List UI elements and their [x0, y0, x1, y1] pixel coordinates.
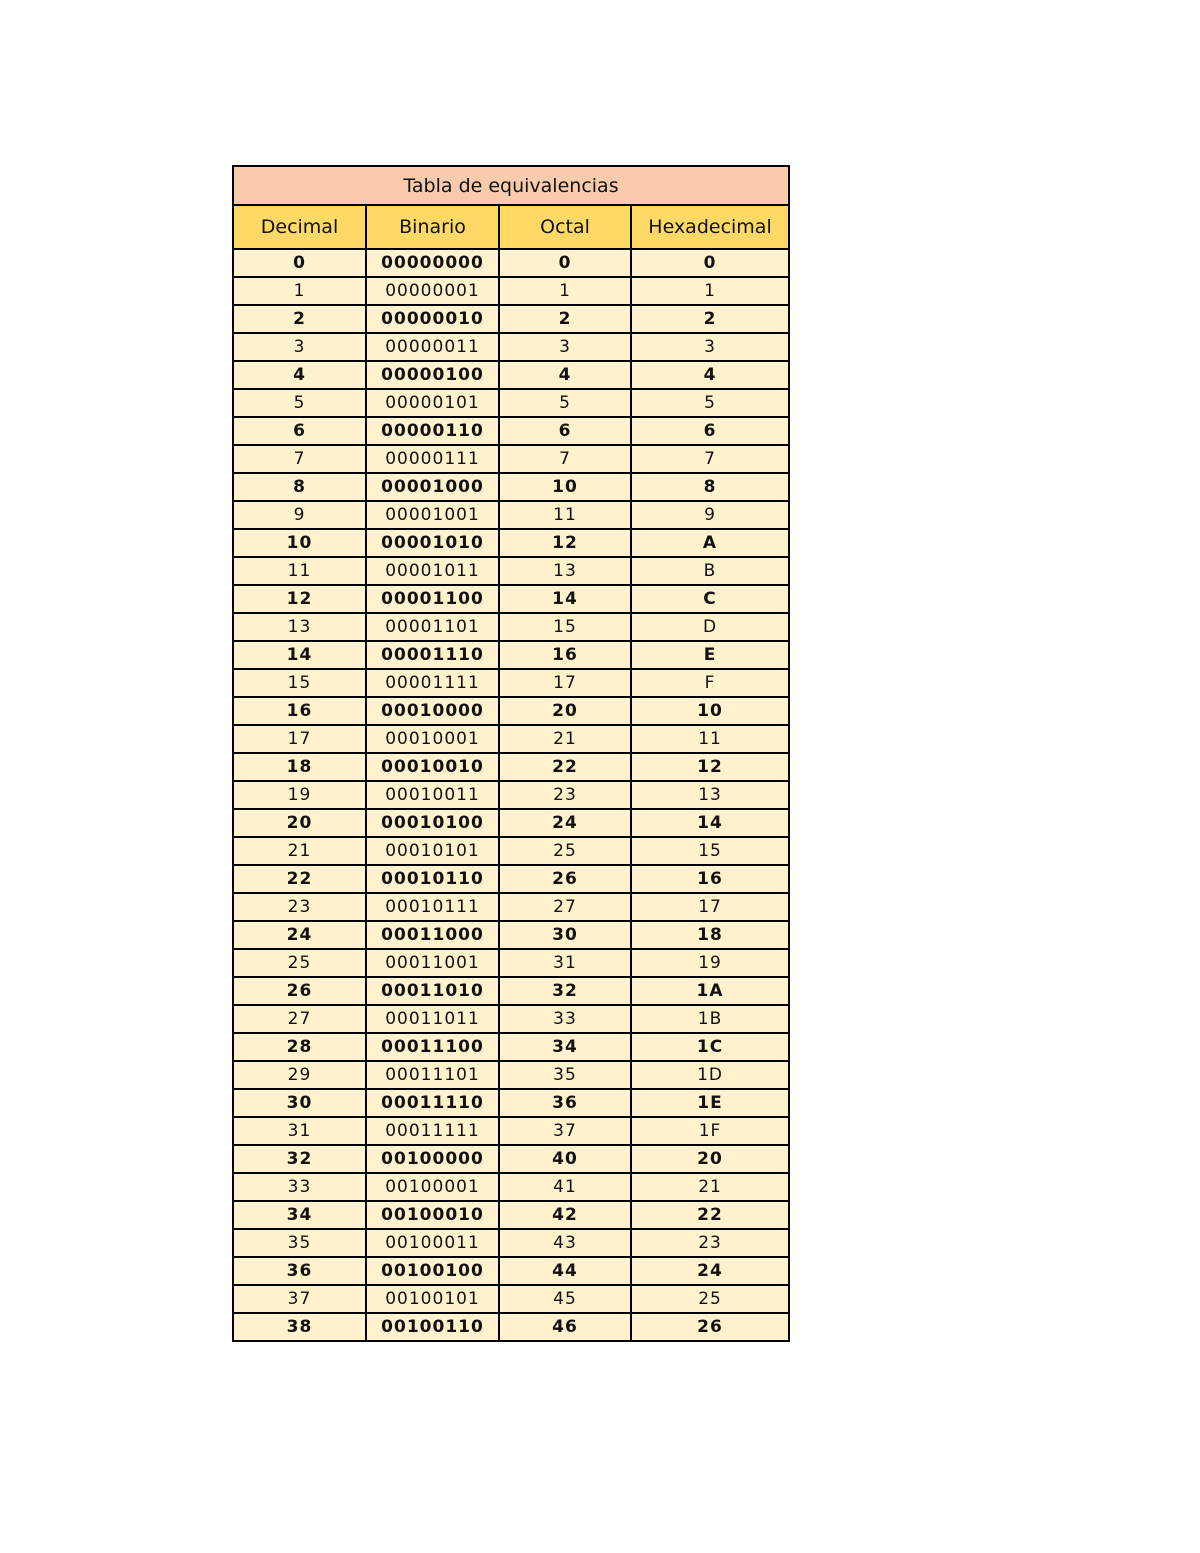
table-row — [233, 1061, 789, 1089]
decimal-cell: 31 — [233, 1117, 366, 1145]
binary-cell: 00010110 — [366, 865, 499, 893]
decimal-cell: 10 — [233, 529, 366, 557]
decimal-cell: 32 — [233, 1145, 366, 1173]
octal-cell: 1 — [499, 277, 631, 305]
decimal-cell: 33 — [233, 1173, 366, 1201]
table-row — [233, 641, 789, 669]
decimal-cell: 29 — [233, 1061, 366, 1089]
octal-cell: 5 — [499, 389, 631, 417]
table-row — [233, 445, 789, 473]
table-row — [233, 333, 789, 361]
decimal-cell: 1 — [233, 277, 366, 305]
column-header-decimal: Decimal — [233, 205, 366, 249]
octal-cell: 33 — [499, 1005, 631, 1033]
table-row — [233, 809, 789, 837]
hexadecimal-cell: D — [631, 613, 789, 641]
hexadecimal-cell: B — [631, 557, 789, 585]
octal-cell: 46 — [499, 1313, 631, 1341]
column-header-binary: Binario — [366, 205, 499, 249]
hexadecimal-cell: 1B — [631, 1005, 789, 1033]
table-header-row — [233, 205, 789, 249]
hexadecimal-cell: 4 — [631, 361, 789, 389]
table-row — [233, 501, 789, 529]
binary-cell: 00100000 — [366, 1145, 499, 1173]
table-row — [233, 1117, 789, 1145]
hexadecimal-cell: 16 — [631, 865, 789, 893]
decimal-cell: 24 — [233, 921, 366, 949]
binary-cell: 00011000 — [366, 921, 499, 949]
decimal-cell: 11 — [233, 557, 366, 585]
table-row — [233, 473, 789, 501]
decimal-cell: 18 — [233, 753, 366, 781]
hexadecimal-cell: 12 — [631, 753, 789, 781]
octal-cell: 45 — [499, 1285, 631, 1313]
hexadecimal-cell: 6 — [631, 417, 789, 445]
binary-cell: 00011100 — [366, 1033, 499, 1061]
octal-cell: 21 — [499, 725, 631, 753]
decimal-cell: 19 — [233, 781, 366, 809]
table-title-row — [233, 166, 789, 205]
binary-cell: 00000110 — [366, 417, 499, 445]
hexadecimal-cell: 1D — [631, 1061, 789, 1089]
decimal-cell: 30 — [233, 1089, 366, 1117]
decimal-cell: 8 — [233, 473, 366, 501]
table-body — [233, 249, 789, 1341]
binary-cell: 00000000 — [366, 249, 499, 277]
table-title: Tabla de equivalencias — [233, 166, 789, 205]
hexadecimal-cell: 17 — [631, 893, 789, 921]
hexadecimal-cell: 1C — [631, 1033, 789, 1061]
binary-cell: 00000011 — [366, 333, 499, 361]
decimal-cell: 16 — [233, 697, 366, 725]
octal-cell: 12 — [499, 529, 631, 557]
binary-cell: 00000101 — [366, 389, 499, 417]
equivalence-table — [232, 165, 790, 1342]
binary-cell: 00010111 — [366, 893, 499, 921]
binary-cell: 00011110 — [366, 1089, 499, 1117]
hexadecimal-cell: 21 — [631, 1173, 789, 1201]
table-row — [233, 529, 789, 557]
hexadecimal-cell: 24 — [631, 1257, 789, 1285]
decimal-cell: 13 — [233, 613, 366, 641]
octal-cell: 4 — [499, 361, 631, 389]
table-row — [233, 1145, 789, 1173]
table-row — [233, 1201, 789, 1229]
octal-cell: 10 — [499, 473, 631, 501]
decimal-cell: 15 — [233, 669, 366, 697]
decimal-cell: 25 — [233, 949, 366, 977]
table-row — [233, 893, 789, 921]
binary-cell: 00001110 — [366, 641, 499, 669]
octal-cell: 35 — [499, 1061, 631, 1089]
table-row — [233, 361, 789, 389]
binary-cell: 00010011 — [366, 781, 499, 809]
table-row — [233, 669, 789, 697]
hexadecimal-cell: 3 — [631, 333, 789, 361]
binary-cell: 00010000 — [366, 697, 499, 725]
binary-cell: 00001000 — [366, 473, 499, 501]
octal-cell: 3 — [499, 333, 631, 361]
octal-cell: 20 — [499, 697, 631, 725]
decimal-cell: 38 — [233, 1313, 366, 1341]
octal-cell: 7 — [499, 445, 631, 473]
octal-cell: 13 — [499, 557, 631, 585]
binary-cell: 00000010 — [366, 305, 499, 333]
hexadecimal-cell: 26 — [631, 1313, 789, 1341]
octal-cell: 34 — [499, 1033, 631, 1061]
hexadecimal-cell: F — [631, 669, 789, 697]
table-row — [233, 1257, 789, 1285]
table-row — [233, 865, 789, 893]
hexadecimal-cell: 1F — [631, 1117, 789, 1145]
binary-cell: 00011011 — [366, 1005, 499, 1033]
decimal-cell: 21 — [233, 837, 366, 865]
table-row — [233, 277, 789, 305]
table-row — [233, 557, 789, 585]
table-row — [233, 949, 789, 977]
hexadecimal-cell: 2 — [631, 305, 789, 333]
binary-cell: 00000111 — [366, 445, 499, 473]
decimal-cell: 28 — [233, 1033, 366, 1061]
octal-cell: 22 — [499, 753, 631, 781]
binary-cell: 00011010 — [366, 977, 499, 1005]
table-row — [233, 977, 789, 1005]
binary-cell: 00001100 — [366, 585, 499, 613]
octal-cell: 44 — [499, 1257, 631, 1285]
binary-cell: 00010001 — [366, 725, 499, 753]
hexadecimal-cell: 18 — [631, 921, 789, 949]
hexadecimal-cell: 25 — [631, 1285, 789, 1313]
hexadecimal-cell: 13 — [631, 781, 789, 809]
octal-cell: 36 — [499, 1089, 631, 1117]
binary-cell: 00100100 — [366, 1257, 499, 1285]
table-row — [233, 1173, 789, 1201]
table-row — [233, 389, 789, 417]
hexadecimal-cell: 14 — [631, 809, 789, 837]
decimal-cell: 23 — [233, 893, 366, 921]
binary-cell: 00001111 — [366, 669, 499, 697]
decimal-cell: 12 — [233, 585, 366, 613]
table-row — [233, 417, 789, 445]
binary-cell: 00000100 — [366, 361, 499, 389]
table-row — [233, 249, 789, 277]
octal-cell: 40 — [499, 1145, 631, 1173]
hexadecimal-cell: 20 — [631, 1145, 789, 1173]
decimal-cell: 2 — [233, 305, 366, 333]
octal-cell: 43 — [499, 1229, 631, 1257]
octal-cell: 11 — [499, 501, 631, 529]
column-header-hexadecimal: Hexadecimal — [631, 205, 789, 249]
octal-cell: 24 — [499, 809, 631, 837]
hexadecimal-cell: A — [631, 529, 789, 557]
octal-cell: 32 — [499, 977, 631, 1005]
hexadecimal-cell: 22 — [631, 1201, 789, 1229]
table-row — [233, 1005, 789, 1033]
decimal-cell: 26 — [233, 977, 366, 1005]
table-row — [233, 725, 789, 753]
decimal-cell: 3 — [233, 333, 366, 361]
binary-cell: 00100010 — [366, 1201, 499, 1229]
octal-cell: 27 — [499, 893, 631, 921]
hexadecimal-cell: 7 — [631, 445, 789, 473]
binary-cell: 00011101 — [366, 1061, 499, 1089]
decimal-cell: 6 — [233, 417, 366, 445]
table-row — [233, 585, 789, 613]
binary-cell: 00001101 — [366, 613, 499, 641]
octal-cell: 31 — [499, 949, 631, 977]
octal-cell: 6 — [499, 417, 631, 445]
decimal-cell: 27 — [233, 1005, 366, 1033]
decimal-cell: 22 — [233, 865, 366, 893]
decimal-cell: 37 — [233, 1285, 366, 1313]
binary-cell: 00001011 — [366, 557, 499, 585]
octal-cell: 2 — [499, 305, 631, 333]
table-row — [233, 1229, 789, 1257]
decimal-cell: 35 — [233, 1229, 366, 1257]
hexadecimal-cell: 5 — [631, 389, 789, 417]
table-row — [233, 1285, 789, 1313]
hexadecimal-cell: 1E — [631, 1089, 789, 1117]
hexadecimal-cell: C — [631, 585, 789, 613]
hexadecimal-cell: 10 — [631, 697, 789, 725]
octal-cell: 0 — [499, 249, 631, 277]
binary-cell: 00100011 — [366, 1229, 499, 1257]
hexadecimal-cell: E — [631, 641, 789, 669]
table-row — [233, 781, 789, 809]
binary-cell: 00001010 — [366, 529, 499, 557]
table-row — [233, 1313, 789, 1341]
decimal-cell: 0 — [233, 249, 366, 277]
decimal-cell: 5 — [233, 389, 366, 417]
hexadecimal-cell: 1A — [631, 977, 789, 1005]
hexadecimal-cell: 0 — [631, 249, 789, 277]
octal-cell: 16 — [499, 641, 631, 669]
octal-cell: 42 — [499, 1201, 631, 1229]
table-row — [233, 613, 789, 641]
binary-cell: 00011001 — [366, 949, 499, 977]
octal-cell: 25 — [499, 837, 631, 865]
binary-cell: 00100001 — [366, 1173, 499, 1201]
decimal-cell: 9 — [233, 501, 366, 529]
column-header-octal: Octal — [499, 205, 631, 249]
table-row — [233, 753, 789, 781]
binary-cell: 00010101 — [366, 837, 499, 865]
decimal-cell: 20 — [233, 809, 366, 837]
hexadecimal-cell: 19 — [631, 949, 789, 977]
octal-cell: 41 — [499, 1173, 631, 1201]
decimal-cell: 14 — [233, 641, 366, 669]
octal-cell: 15 — [499, 613, 631, 641]
decimal-cell: 7 — [233, 445, 366, 473]
binary-cell: 00100101 — [366, 1285, 499, 1313]
octal-cell: 17 — [499, 669, 631, 697]
octal-cell: 37 — [499, 1117, 631, 1145]
octal-cell: 26 — [499, 865, 631, 893]
hexadecimal-cell: 15 — [631, 837, 789, 865]
binary-cell: 00010010 — [366, 753, 499, 781]
decimal-cell: 34 — [233, 1201, 366, 1229]
decimal-cell: 17 — [233, 725, 366, 753]
binary-cell: 00011111 — [366, 1117, 499, 1145]
hexadecimal-cell: 8 — [631, 473, 789, 501]
table-row — [233, 837, 789, 865]
binary-cell: 00100110 — [366, 1313, 499, 1341]
table-row — [233, 1033, 789, 1061]
table-row — [233, 697, 789, 725]
hexadecimal-cell: 9 — [631, 501, 789, 529]
table-row — [233, 1089, 789, 1117]
binary-cell: 00010100 — [366, 809, 499, 837]
octal-cell: 30 — [499, 921, 631, 949]
table-row — [233, 305, 789, 333]
binary-cell: 00000001 — [366, 277, 499, 305]
octal-cell: 23 — [499, 781, 631, 809]
binary-cell: 00001001 — [366, 501, 499, 529]
decimal-cell: 4 — [233, 361, 366, 389]
octal-cell: 14 — [499, 585, 631, 613]
hexadecimal-cell: 11 — [631, 725, 789, 753]
hexadecimal-cell: 1 — [631, 277, 789, 305]
table-row — [233, 921, 789, 949]
decimal-cell: 36 — [233, 1257, 366, 1285]
hexadecimal-cell: 23 — [631, 1229, 789, 1257]
equivalence-sheet — [232, 165, 788, 1342]
